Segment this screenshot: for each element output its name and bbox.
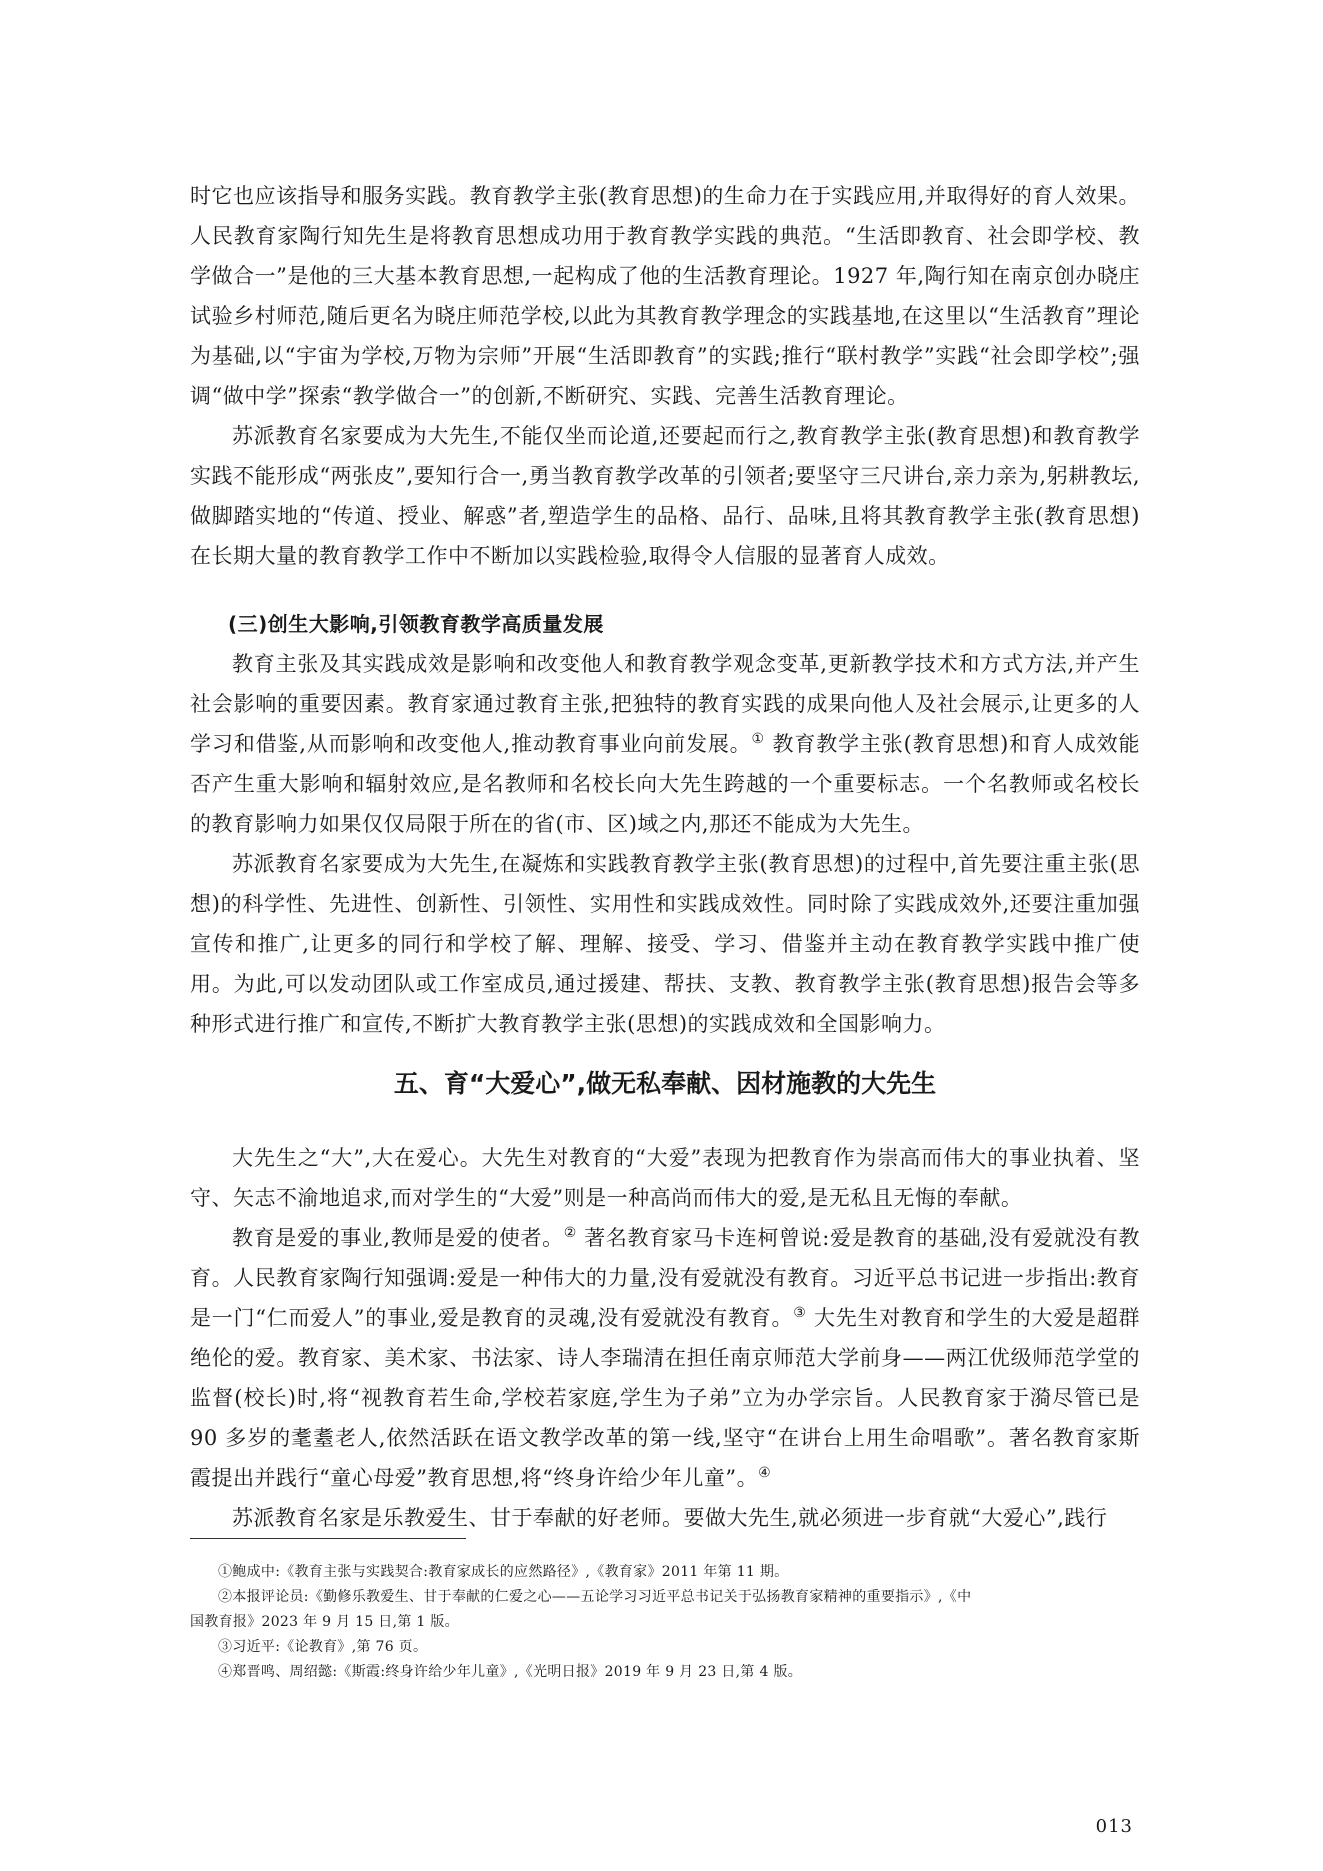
paragraph — [190, 644, 1140, 844]
paragraph-text: 著名教育家马卡连柯曾说:爱是教育的基础,没有爱就没有教育。人民教育家陶行知强调:爱是一种伟大的力量,没有爱就没有教育。习近平总书记进一步指出:教育是一门“仁而爱人”的事业,爱是教育的灵魂,没有爱就没有教育。 — [190, 1226, 1140, 1330]
paragraph: 大先生之“大”,大在爱心。大先生对教育的“大爱”表现为把教育作为崇高而伟大的事业执着、坚守、矢志不渝地追求,而对学生的“大爱”则是一种高尚而伟大的爱,是无私且无悔的奉献。 — [190, 1146, 1140, 1210]
footnote-ref: ③ — [793, 1305, 807, 1321]
paragraph: 时它也应该指导和服务实践。教育教学主张(教育思想)的生命力在于实践应用,并取得好的育人效果。人民教育家陶行知先生是将教育思想成功用于教育教学实践的典范。“生活即教育、社会即学校、教学做合一”是他的三大基本教育思想,一起构成了他的生活教育理论。1927 年,陶行知在南京创办晓庄试验乡村师范,随后更名为晓庄师范学校,以此为其教育教学理念的实践基地,在这里以“生活教育”理论为基础,以“宇宙为学校,万物为宗师”开展“生活即教育”的实践;推行“联村教学”实践“社会即学校”;强调“做中学”探索“教学做合一”的创新,不断研究、实践、完善生活教育理论。 — [190, 184, 1140, 408]
section-5-body — [190, 1138, 1140, 1538]
paragraph-text: 大先生对教育和学生的大爱是超群绝伦的爱。教育家、美术家、书法家、诗人李瑞清在担任南京师范大学前身——两江优级师范学堂的监督(校长)时,将“视教育若生命,学校若家庭,学生为子弟”立为办学宗旨。人民教育家于漪尽管已是 90 多岁的耄耋老人,依然活跃在语文教学改革的第一线,坚守“在讲台上用生命唱歌”。著名教育家斯霞提出并践行“童心母爱”教育思想,将“终身许给少年儿童”。 — [190, 1306, 1140, 1490]
footnote-ref: ② — [563, 1225, 577, 1241]
paragraph-text: 教育是爱的事业,教师是爱的使者。 — [232, 1226, 564, 1250]
footnote-divider — [190, 1538, 466, 1539]
section-4-2-continuation — [190, 176, 1140, 576]
footnote-ref: ① — [751, 731, 765, 747]
footnote-ref: ④ — [758, 1465, 772, 1481]
footnote: ②本报评论员:《勤修乐教爱生、甘于奉献的仁爱之心——五论学习习近平总书记关于弘扬教育家精神的重要指示》,《中 — [218, 1589, 972, 1605]
footnote: ④郑晋鸣、周绍懿:《斯霞:终身许给少年儿童》,《光明日报》2019 年 9 月 23 日,第 4 版。 — [218, 1664, 803, 1680]
page-number: 013 — [1095, 1816, 1133, 1837]
footnotes — [190, 1560, 1140, 1685]
section-title: 五、育“大爱心”,做无私奉献、因材施教的大先生 — [393, 1069, 937, 1098]
subsection-heading: (三)创生大影响,引领教育教学高质量发展 — [228, 612, 604, 636]
footnote: ③习近平:《论教育》,第 76 页。 — [218, 1639, 428, 1655]
paragraph-text: 教育教学主张(教育思想)和育人成效能否产生重大影响和辐射效应,是名教师和名校长向大先生跨越的一个重要标志。一个名教师或名校长的教育影响力如果仅仅局限于所在的省(市、区)域之内,那还不能成为大先生。 — [190, 732, 1140, 836]
footnote-continuation: 国教育报》2023 年 9 月 15 日,第 1 版。 — [190, 1614, 459, 1630]
section-5-title-wrap — [190, 1064, 1140, 1100]
section-4-3 — [190, 604, 1140, 1044]
paragraph: 苏派教育名家要成为大先生,不能仅坐而论道,还要起而行之,教育教学主张(教育思想)和教育教学实践不能形成“两张皮”,要知行合一,勇当教育教学改革的引领者;要坚守三尺讲台,亲力亲为,躬耕教坛,做脚踏实地的“传道、授业、解惑”者,塑造学生的品格、品行、品味,且将其教育教学主张(教育思想)在长期大量的教育教学工作中不断加以实践检验,取得令人信服的显著育人成效。 — [190, 424, 1140, 568]
paragraph-text: 教育主张及其实践成效是影响和改变他人和教育教学观念变革,更新教学技术和方式方法,并产生社会影响的重要因素。教育家通过教育主张,把独特的教育实践的成果向他人及社会展示,让更多的人学习和借鉴,从而影响和改变他人,推动教育事业向前发展。 — [190, 652, 1140, 756]
paragraph — [190, 1218, 1140, 1498]
paragraph: 苏派教育名家要成为大先生,在凝炼和实践教育教学主张(教育思想)的过程中,首先要注重主张(思想)的科学性、先进性、创新性、引领性、实用性和实践成效性。同时除了实践成效外,还要注重加强宣传和推广,让更多的同行和学校了解、理解、接受、学习、借鉴并主动在教育教学实践中推广使用。为此,可以发动团队或工作室成员,通过援建、帮扶、支教、教育教学主张(教育思想)报告会等多种形式进行推广和宣传,不断扩大教育教学主张(思想)的实践成效和全国影响力。 — [190, 852, 1140, 1036]
footnote: ①鲍成中:《教育主张与实践契合:教育家成长的应然路径》,《教育家》2011 年第 11 期。 — [218, 1564, 789, 1580]
paragraph: 苏派教育名家是乐教爱生、甘于奉献的好老师。要做大先生,就必须进一步育就“大爱心”,践行 — [232, 1506, 1108, 1530]
